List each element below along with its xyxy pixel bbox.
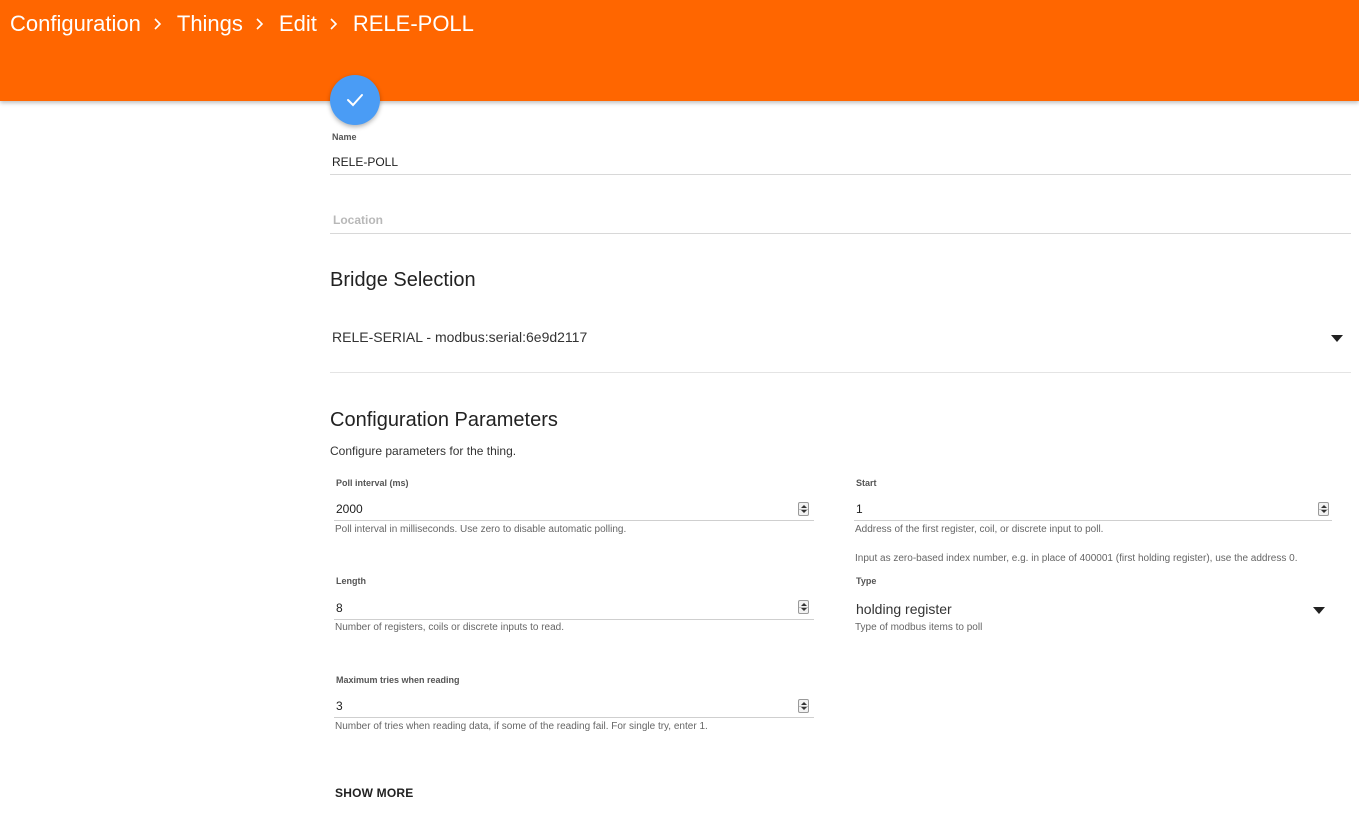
length-input[interactable]: 8 [336, 601, 343, 615]
poll-interval-description: Poll interval in milliseconds. Use zero to disable automatic polling. [335, 524, 627, 535]
type-label: Type [856, 576, 877, 586]
poll-interval-label: Poll interval (ms) [336, 478, 409, 488]
bridge-divider [330, 372, 1351, 373]
start-underline [854, 520, 1332, 521]
bridge-dropdown-arrow-icon[interactable] [1331, 335, 1343, 342]
location-input[interactable]: Location [333, 213, 383, 227]
type-select[interactable]: holding register [856, 601, 952, 617]
max-tries-underline [334, 717, 814, 718]
location-underline [330, 233, 1351, 234]
save-button[interactable] [330, 75, 380, 125]
show-more-button[interactable]: SHOW MORE [335, 786, 414, 800]
start-description-2: Input as zero-based index number, e.g. in place of 400001 (first holding register), use the address 0. [855, 553, 1298, 564]
name-underline [330, 174, 1351, 175]
start-input[interactable]: 1 [856, 502, 863, 516]
breadcrumb-things[interactable]: Things [176, 11, 243, 36]
name-input[interactable]: RELE-POLL [332, 155, 399, 169]
breadcrumb-configuration[interactable]: Configuration [10, 11, 141, 36]
app-header [0, 0, 1359, 101]
length-underline [334, 619, 814, 620]
max-tries-label: Maximum tries when reading [336, 675, 460, 685]
max-tries-description: Number of tries when reading data, if some of the reading fail. For single try, enter 1. [335, 721, 708, 732]
name-label: Name [332, 132, 357, 142]
start-description: Address of the first register, coil, or discrete input to poll. [855, 524, 1104, 535]
breadcrumb [10, 11, 474, 37]
config-section-title: Configuration Parameters [330, 409, 558, 431]
start-label: Start [856, 478, 877, 488]
type-description: Type of modbus items to poll [855, 622, 983, 633]
max-tries-stepper[interactable] [798, 699, 809, 713]
poll-interval-input[interactable]: 2000 [336, 502, 363, 516]
bridge-section-title: Bridge Selection [330, 269, 476, 291]
start-stepper[interactable] [1318, 502, 1329, 516]
poll-interval-stepper[interactable] [798, 502, 809, 516]
chevron-right-icon [255, 13, 267, 35]
chevron-right-icon [153, 13, 165, 35]
breadcrumb-current: RELE-POLL [352, 11, 474, 36]
length-description: Number of registers, coils or discrete inputs to read. [335, 622, 564, 633]
chevron-right-icon [329, 13, 341, 35]
breadcrumb-edit[interactable]: Edit [278, 11, 317, 36]
config-section-description: Configure parameters for the thing. [330, 444, 517, 458]
length-label: Length [336, 576, 366, 586]
length-stepper[interactable] [798, 600, 809, 614]
check-icon [346, 93, 364, 107]
type-dropdown-arrow-icon[interactable] [1313, 607, 1325, 614]
poll-interval-underline [334, 520, 814, 521]
bridge-select[interactable]: RELE-SERIAL - modbus:serial:6e9d2117 [332, 329, 588, 345]
max-tries-input[interactable]: 3 [336, 699, 343, 713]
